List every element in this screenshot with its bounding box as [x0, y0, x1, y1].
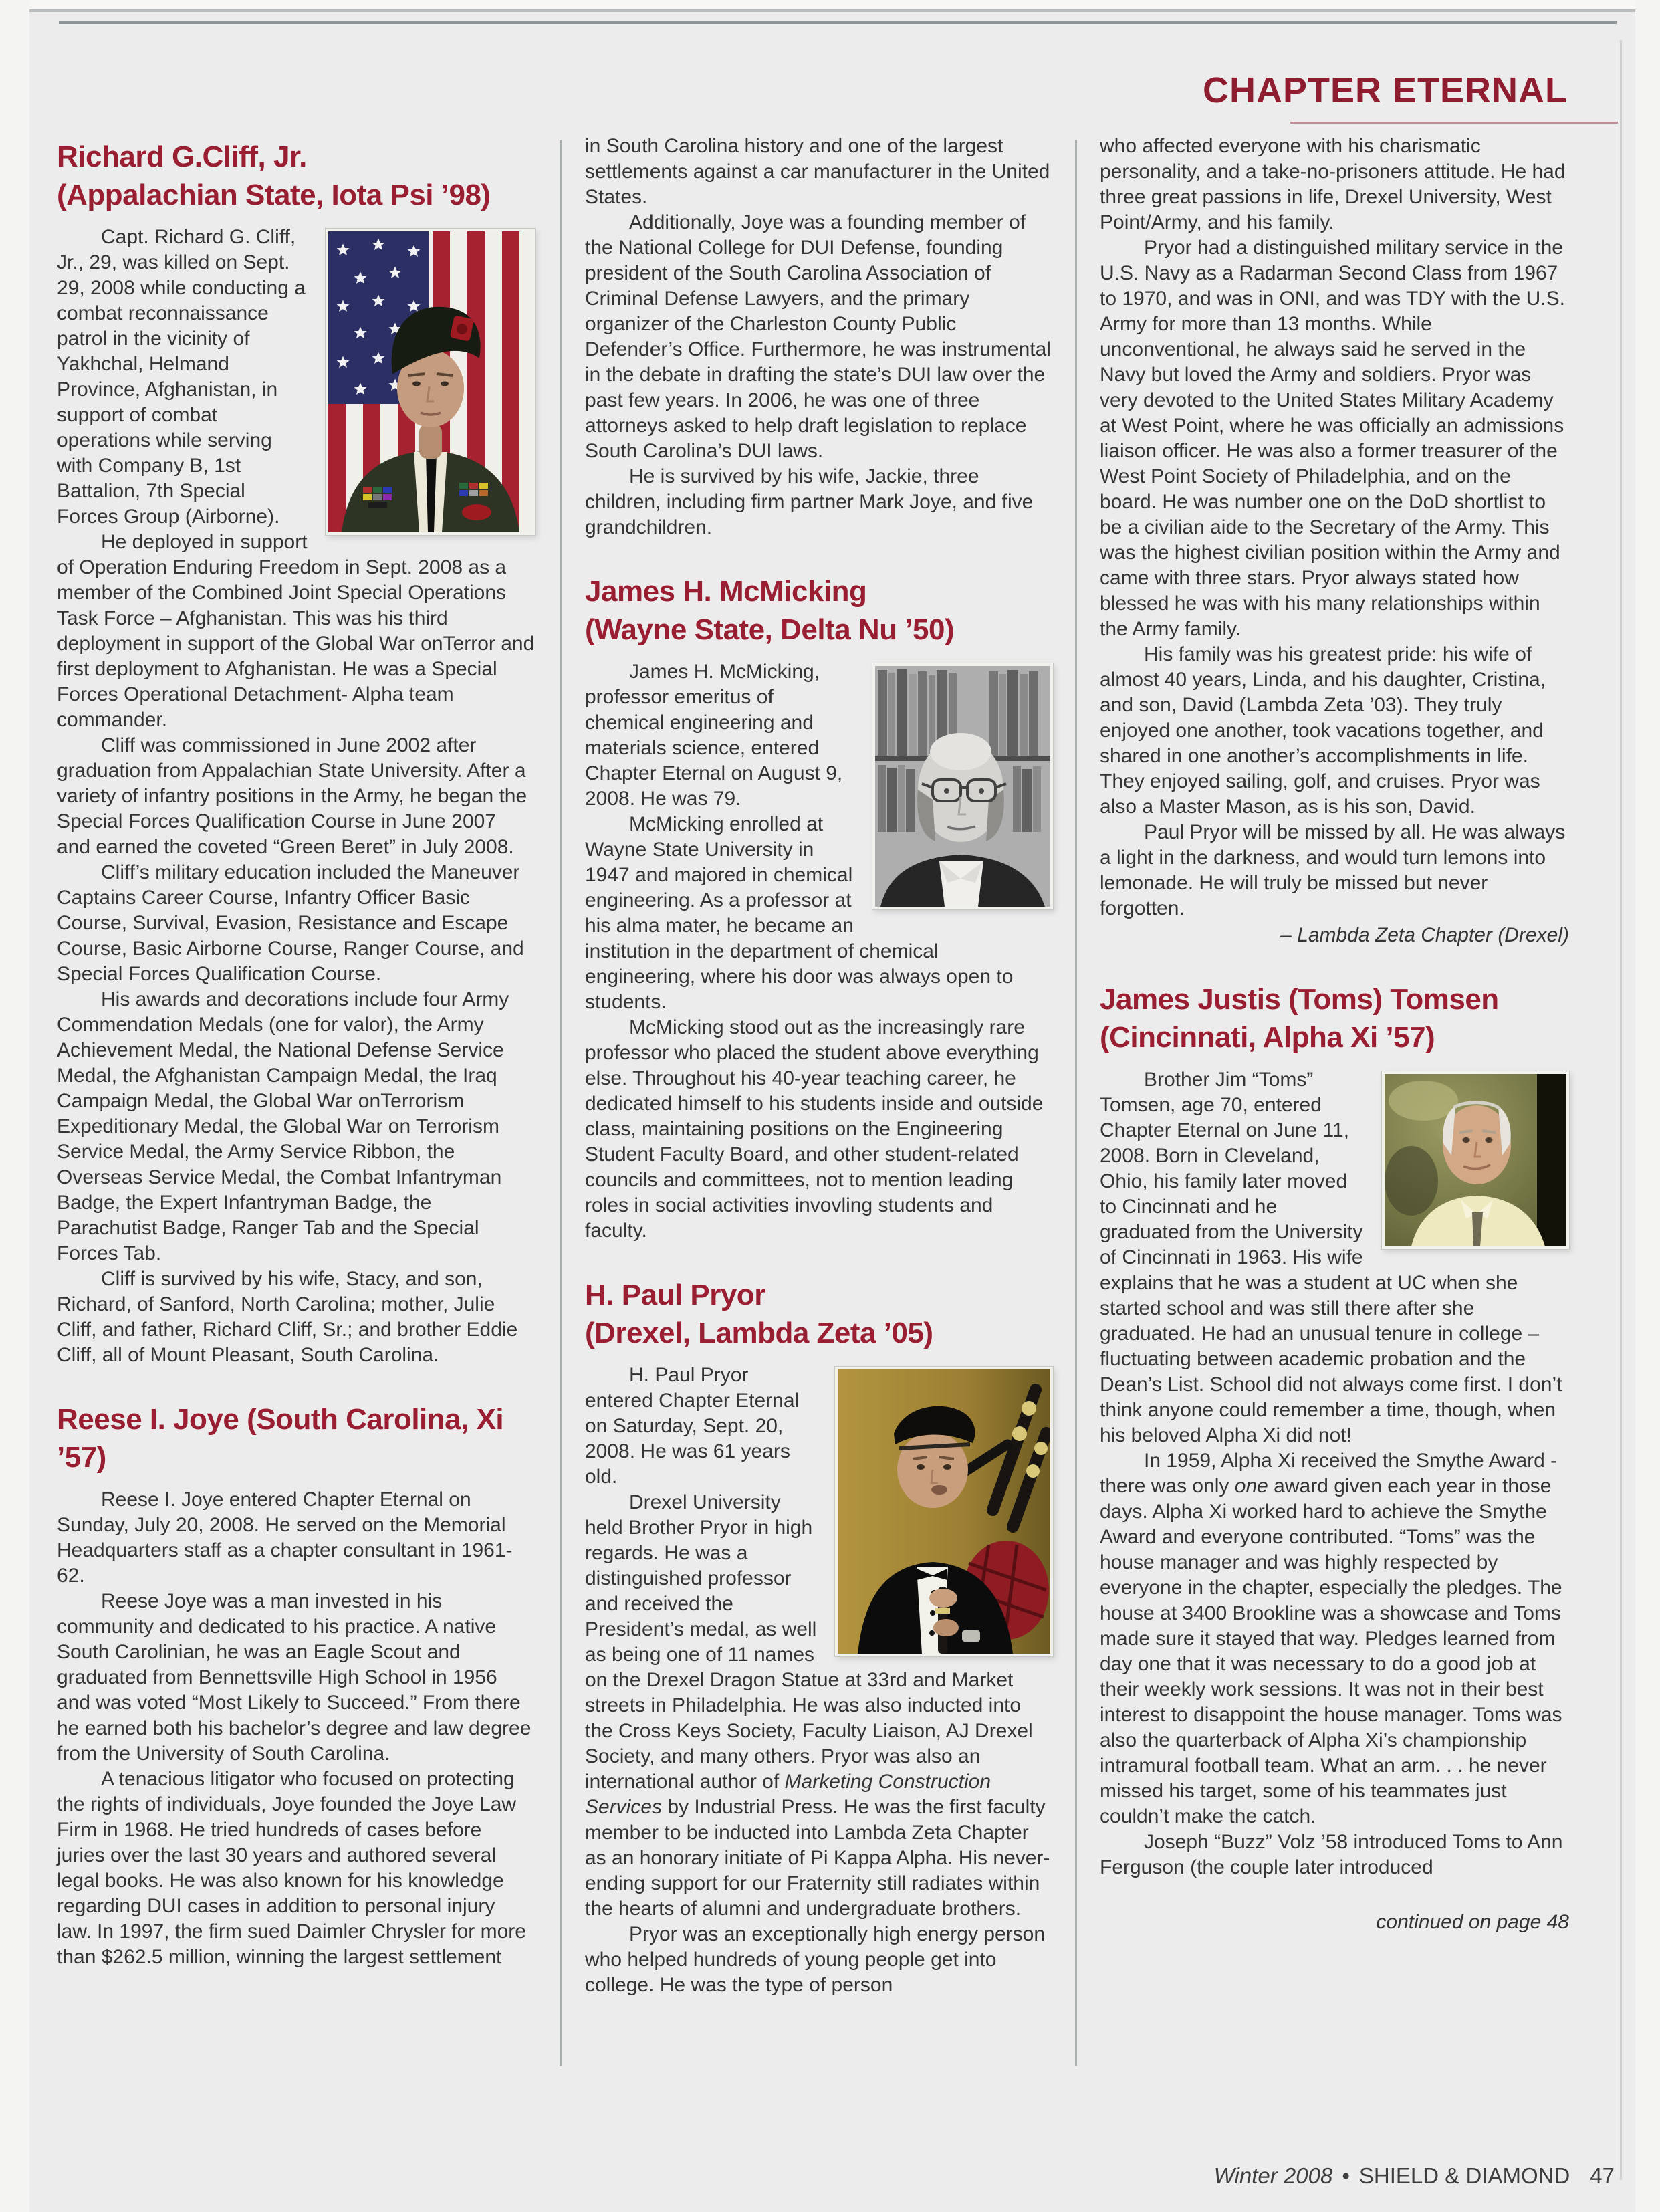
footer-magazine-name: SHIELD & DIAMOND	[1358, 2163, 1570, 2188]
article-title-cliff-line2: (Appalachian State, Iota Psi ’98)	[57, 179, 491, 211]
column-3	[1100, 134, 1569, 1935]
article-title-pryor-line2: (Drexel, Lambda Zeta ’05)	[585, 1317, 933, 1349]
column-2	[585, 134, 1053, 1998]
attribution-lambda-zeta: – Lambda Zeta Chapter (Drexel)	[1280, 924, 1569, 946]
paragraph-cliff-3: Cliff was commissioned in June 2002 after graduation from Appalachian State University. After a variety of infantry positions in the Army, he began the Special Forces Qualification Course in June 2007 and earned the coveted “Green Beret” in July 2008.	[57, 734, 527, 858]
paragraph-text: H. Paul Pryor entered Chapter Eternal on Saturday, Sept. 20, 2008. He was 61 years old.	[585, 1364, 800, 1488]
page-title-underline	[1290, 122, 1618, 124]
paragraph-joye-6: He is survived by his wife, Jackie, three children, including firm partner Mark Joye, and five grandchildren.	[585, 465, 1034, 538]
article-title-tomsen-line1: James Justis (Toms) Tomsen	[1100, 983, 1499, 1016]
paragraph-cliff-5: His awards and decorations include four Army Commendation Medals (one for valor), the Army Achievement Medal, the National Defense Service Medal, the Afghanistan Campaign Medal, the Iraq Campaign Medal, the Global War onTerrorism Expeditionary Medal, the Global War on Terrorism Service Medal, the Army Service Ribbon, the Overseas Service Medal, the Combat Infantryman Badge, the Expert Infantryman Badge, the Parachutist Badge, Ranger Tab and the Special Forces Tab.	[57, 988, 509, 1264]
paragraph-pryor-6: His family was his greatest pride: his wife of almost 40 years, Linda, and his daughter, Cristina, and son, David (Lambda Zeta ’03). They truly enjoyed one another, took vacations together, and shared in one another’s accomplishments in life. They enjoyed sailing, golf, and cruises. Pryor was also a Master Mason, as is his son, David.	[1100, 643, 1546, 818]
paragraph-text: Brother Jim “Toms” Tomsen, age 70, entered Chapter Eternal on June 11, 2008. Born in Cleveland, Ohio, his family later moved to Cincinnati and he graduated from the University of Cincinnati in 1963. His wife explains that he was a student at UC when she started school and was still there after she graduated. He had an unusual tenure in college – fluctuating between academic probation and the Dean’s List. School did not always come first. I don’t think anyone could remember a time, though, when his beloved Alpha Xi did not!	[1100, 1069, 1562, 1446]
article-title-cliff	[57, 138, 535, 214]
column-divider-2	[1075, 140, 1077, 2066]
article-title-mcmicking-line1: James H. McMicking	[585, 575, 867, 608]
paragraph-cliff-2: He deployed in support of Operation Enduring Freedom in Sept. 2008 as a member of the Combined Joint Special Operations Task Force – Afghanistan. This was his third deployment in support of the Global War onTerror and first deployment to Afghanistan. He was a Special Forces Operational Detachment- Alpha team commander.	[57, 531, 535, 731]
paragraph-joye-3: A tenacious litigator who focused on protecting the rights of individuals, Joye founded the Joye Law Firm in 1968. He tried hundreds of cases before juries over the last 30 years and authored several legal books. He was also known for his knowledge regarding DUI cases in addition to personal injury law. In 1997, the firm sued Daimler Chrysler for more than $262.5 million, winning the largest settlement	[57, 1768, 526, 1968]
paragraph-text: Capt. Richard G. Cliff, Jr., 29, was killed on Sept. 29, 2008 while conducting a combat reconnaissance patrol in the vicinity of Yakhchal, Helmand Province, Afghanistan, in support of combat operations while serving with Company B, 1st Battalion, 7th Special Forces Group (Airborne).	[57, 226, 306, 528]
paragraph-mcmicking-2: McMicking enrolled at Wayne State University in 1947 and majored in chemical engineering. As a professor at his alma mater, he became an institution in the department of chemical engineering, where his door was always open to students.	[585, 813, 1014, 1013]
page-footer	[966, 2163, 1615, 2189]
paragraph-pryor-3: Pryor was an exceptionally high energy person who helped hundreds of young people get into college. He was the type of person	[585, 1923, 1046, 1996]
article-title-tomsen	[1100, 980, 1569, 1057]
paragraph-tomsen-2	[1100, 1448, 1569, 1830]
paragraph-pryor-4: who affected everyone with his charismatic personality, and a take-no-prisoners attitude. He had three great passions in life, Drexel University, West Point/Army, and his family.	[1100, 135, 1566, 233]
article-title-joye: Reese I. Joye (South Carolina, Xi ’57)	[57, 1403, 504, 1474]
column-1	[57, 134, 535, 1970]
column-divider-1	[560, 140, 562, 2066]
paragraph-cliff-4: Cliff’s military education included the Maneuver Captains Career Course, Infantry Officer Basic Course, Survival, Evasion, Resistance and Escape Course, Basic Airborne Course, Ranger Course, and Special Forces Qualification Course.	[57, 861, 524, 985]
continued-note: continued on page 48	[1376, 1911, 1569, 1933]
mcmicking-portrait-photo	[872, 663, 1053, 909]
article-title-mcmicking	[585, 572, 1053, 649]
article-title-pryor	[585, 1276, 1053, 1352]
article-title-cliff-line1: Richard G.Cliff, Jr.	[57, 140, 307, 173]
header-rule	[59, 21, 1617, 24]
paragraph-text: In 1959, Alpha Xi received the Smythe Award - there was only	[1100, 1450, 1558, 1497]
article-title-tomsen-line2: (Cincinnati, Alpha Xi ’57)	[1100, 1021, 1435, 1054]
paragraph-text: James H. McMicking, professor emeritus of chemical engineering and materials science, entered Chapter Eternal on August 9, 2008. He was 79.	[585, 661, 843, 810]
paragraph-joye-5: Additionally, Joye was a founding member of the National College for DUI Defense, founding president of the South Carolina Association of Criminal Defense Lawyers, and the primary organizer of the Charleston County Public Defender’s Office. Furthermore, he was instrumental in the debate in drafting the state’s DUI law over the past few years. In 2006, he was one of three attorneys asked to help draft legislation to replace South Carolina’s DUI laws.	[585, 211, 1051, 462]
paragraph-pryor-7: Paul Pryor will be missed by all. He was always a light in the darkness, and would turn lemons into lemonade. He will truly be missed but never forgotten.	[1100, 821, 1566, 919]
paragraph-text: Drexel University held Brother Pryor in high regards. He was a distinguished professor and received the President’s medal, as well as being one of 11 names on the Drexel Dragon Statue at 33rd and Market streets in Philadelphia. He was also inducted into the Cross Keys Society, Faculty Liaison, AJ Drexel Society, and many others. Pryor was also an international author of	[585, 1491, 1033, 1793]
footer-separator: •	[1342, 2163, 1350, 2188]
book-title-italic: Marketing Construction Services	[585, 1771, 991, 1818]
scan-edge-left	[0, 0, 29, 2212]
paragraph-cliff-6: Cliff is survived by his wife, Stacy, and son, Richard, of Sanford, North Carolina; mother, Julie Cliff, and father, Richard Cliff, Sr.; and brother Eddie Cliff, all of Mount Pleasant, South Carolina.	[57, 1268, 518, 1366]
page-edge-line	[1620, 40, 1622, 2180]
cliff-portrait-photo	[326, 229, 535, 535]
paragraph-tomsen-1	[1100, 1067, 1569, 1448]
paragraph-joye-1: Reese I. Joye entered Chapter Eternal on Sunday, July 20, 2008. He served on the Memorial Headquarters staff as a chapter consultant in 1961-62.	[57, 1488, 513, 1587]
article-title-mcmicking-line2: (Wayne State, Delta Nu ’50)	[585, 613, 955, 646]
paragraph-mcmicking-1	[585, 659, 1053, 812]
footer-issue: Winter 2008	[1213, 2163, 1333, 2188]
article-title-pryor-line1: H. Paul Pryor	[585, 1279, 765, 1311]
pryor-bagpipes-photo	[835, 1367, 1053, 1656]
paragraph-text: award given each year in those days. Alpha Xi worked hard to achieve the Smythe Award and everyone contributed. “Toms” was the house manager and was highly respected by everyone in the chapter, especially the pledges. The house at 3400 Brookline was a showcase and Toms made sure it stayed that way. Pledges learned from day one that it was necessary to do a good job at their weekly work sessions. It was not in their best interest to disappoint the house manager. Toms was also the quarterback of Alpha Xi’s championship intramural football team. What an arm. . . he never missed his target, some of his teammates just couldn’t make the catch.	[1100, 1475, 1562, 1828]
tomsen-portrait-photo	[1382, 1071, 1569, 1249]
paragraph-joye-2: Reese Joye was a man invested in his community and dedicated to his practice. A native South Carolinian, he was an Eagle Scout and graduated from Bennettsville High School in 1956 and was voted “Most Likely to Succeed.” From there he earned both his bachelor’s degree and law degree from the University of South Carolina.	[57, 1590, 531, 1765]
scan-edge-right	[1635, 0, 1660, 2212]
emphasis-italic: one	[1234, 1475, 1268, 1497]
paragraph-mcmicking-3: McMicking stood out as the increasingly rare professor who placed the student above everything else. Throughout his 40-year teaching career, he dedicated himself to his students inside and outside class, maintaining positions on the Engineering Student Faculty Board, and other student-related councils and committees, not to mention leading roles in social activities invovling students and faculty.	[585, 1016, 1044, 1242]
paragraph-pryor-1	[585, 1363, 1053, 1490]
page-title: CHAPTER ETERNAL	[1202, 70, 1568, 110]
scan-edge-top	[0, 0, 1660, 12]
footer-page-number: 47	[1590, 2163, 1615, 2188]
paragraph-pryor-5: Pryor had a distinguished military service in the U.S. Navy as a Radarman Second Class from 1967 to 1970, and was in ONI, and was TDY with the U.S. Army for more than 13 months. While unconventional, he always said he served in the Navy but loved the Army and soldiers. Pryor was very devoted to the United States Military Academy at West Point, where he was officially an admissions liaison officer. He was also a former treasurer of the West Point Society of Philadelphia, and on the board. He was number one on the DoD shortlist to be a civilian aide to the Secretary of the Army. This was the highest civilian position within the Army and came with three stars. Pryor always stated how blessed he was with his many relationships within the Army family.	[1100, 237, 1565, 640]
paragraph-tomsen-3: Joseph “Buzz” Volz ’58 introduced Toms to Ann Ferguson (the couple later introduced	[1100, 1831, 1563, 1878]
paragraph-text: by Industrial Press. He was the first faculty member to be inducted into Lambda Zeta Chapter as an honorary initiate of Pi Kappa Alpha. His never-ending support for our Fraternity still radiates within the hearts of alumni and undergraduate brothers.	[585, 1796, 1050, 1920]
paragraph-cliff-1	[57, 225, 535, 530]
paragraph-joye-4: in South Carolina history and one of the largest settlements against a car manufacturer in the United States.	[585, 135, 1050, 208]
